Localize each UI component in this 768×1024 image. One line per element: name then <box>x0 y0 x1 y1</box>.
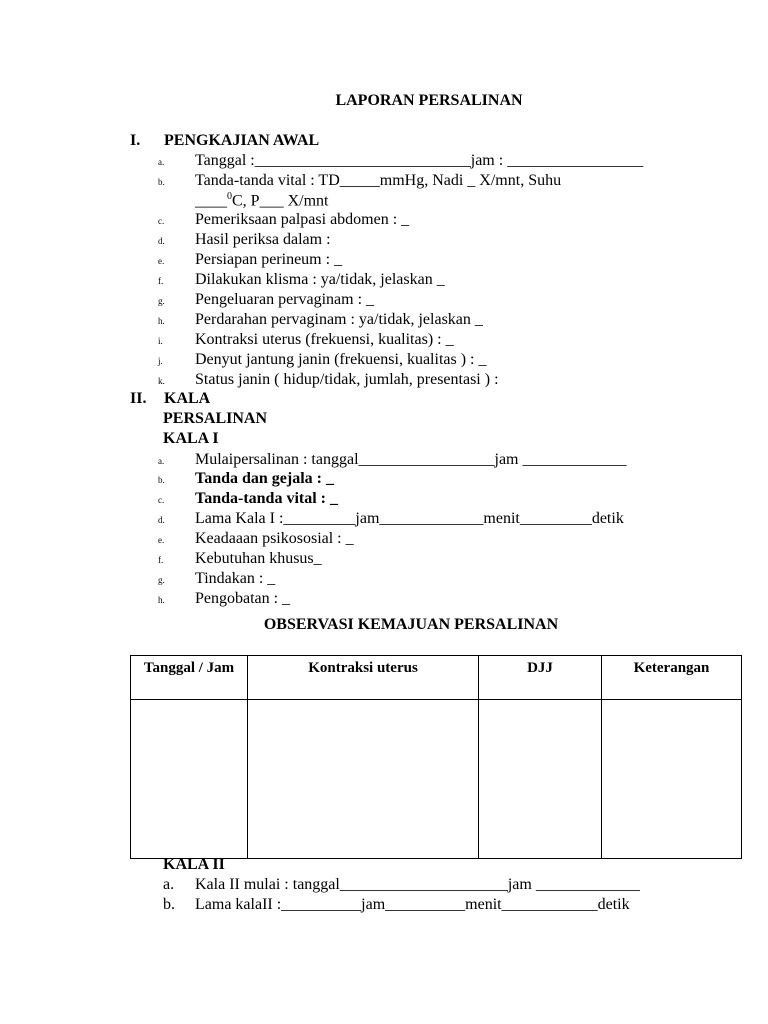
document-title: LAPORAN PERSALINAN <box>335 92 523 109</box>
text-fragment: ____ <box>195 192 227 210</box>
column-header: Kontraksi uterus <box>248 656 479 700</box>
table-cell[interactable] <box>602 700 742 859</box>
section-2-label-line2: PERSALINAN <box>163 410 268 427</box>
list-marker: a. <box>158 157 165 167</box>
list-marker: g. <box>158 296 165 306</box>
list-text: Lama Kala I :_________jam_____________menit_________detik <box>195 510 624 527</box>
table-cell[interactable] <box>248 700 479 859</box>
list-marker: k. <box>158 376 165 386</box>
table-header-row <box>131 656 742 700</box>
section-2-label: KALA <box>164 390 211 407</box>
list-text: Kala II mulai : tanggal_____________________jam _____________ <box>195 876 640 893</box>
list-text: Persiapan perineum : _ <box>195 251 343 268</box>
table-row <box>131 700 742 859</box>
list-text: Pemeriksaan palpasi abdomen : _ <box>195 211 410 228</box>
list-marker: f. <box>158 276 164 286</box>
list-marker: h. <box>158 316 165 326</box>
list-text: Kontraksi uterus (frekuensi, kualitas) : _ <box>195 331 454 348</box>
list-text: Keadaaan psikososial : _ <box>195 530 354 547</box>
kala-1-label: KALA I <box>163 430 219 447</box>
list-text: Dilakukan klisma : ya/tidak, jelaskan _ <box>195 271 445 288</box>
text-fragment: C, P___ X/mnt <box>232 192 329 210</box>
list-text: Lama kalaII :__________jam__________menit____________detik <box>195 896 630 913</box>
list-text: Perdarahan pervaginam : ya/tidak, jelaskan _ <box>195 311 483 328</box>
list-marker: b. <box>158 475 165 485</box>
list-text: Denyut jantung janin (frekuensi, kualitas ) : _ <box>195 351 487 368</box>
list-marker: c. <box>158 495 165 505</box>
kala-2-label: KALA II <box>163 856 225 873</box>
observation-title: OBSERVASI KEMAJUAN PERSALINAN <box>263 616 559 633</box>
list-marker: a. <box>158 456 165 466</box>
column-header: DJJ <box>479 656 602 700</box>
list-marker: e. <box>158 535 165 545</box>
list-text: Mulaipersalinan : tanggal_________________jam _____________ <box>195 451 627 468</box>
list-marker: a. <box>163 876 175 893</box>
list-text: Pengeluaran pervaginam : _ <box>195 291 375 308</box>
section-1-label: PENGKAJIAN AWAL <box>164 132 320 149</box>
table-cell[interactable] <box>131 700 248 859</box>
list-text: Tanda-tanda vital : _ <box>195 490 338 507</box>
list-text: Kebutuhan khusus_ <box>195 550 322 567</box>
list-marker: e. <box>158 256 165 266</box>
section-1-number: I. <box>130 132 141 149</box>
list-marker: d. <box>158 515 165 525</box>
list-text: Tanda dan gejala : _ <box>195 470 334 487</box>
list-text: Pengobatan : _ <box>195 590 291 607</box>
list-marker: b. <box>163 896 175 913</box>
column-header: Tanggal / Jam <box>131 656 248 700</box>
list-marker: c. <box>158 216 165 226</box>
section-2-number: II. <box>130 390 147 407</box>
list-text <box>195 191 328 210</box>
list-marker: d. <box>158 236 165 246</box>
observation-table <box>130 655 742 859</box>
list-text: Hasil periksa dalam : <box>195 231 331 248</box>
list-marker: h. <box>158 595 165 605</box>
list-text: Status janin ( hidup/tidak, jumlah, presentasi ) : <box>195 371 499 388</box>
column-header: Keterangan <box>602 656 742 700</box>
list-marker: j. <box>158 356 163 366</box>
list-text: Tindakan : _ <box>195 570 276 587</box>
list-marker: i. <box>158 336 163 346</box>
list-text: Tanda-tanda vital : TD_____mmHg, Nadi _ X/mnt, Suhu <box>195 172 562 189</box>
table-cell[interactable] <box>479 700 602 859</box>
list-text: Tanggal :___________________________jam : _________________ <box>195 152 644 169</box>
list-marker: b. <box>158 177 165 187</box>
degree-superscript: 0 <box>227 191 232 202</box>
list-marker: g. <box>158 575 165 585</box>
list-marker: f. <box>158 555 164 565</box>
